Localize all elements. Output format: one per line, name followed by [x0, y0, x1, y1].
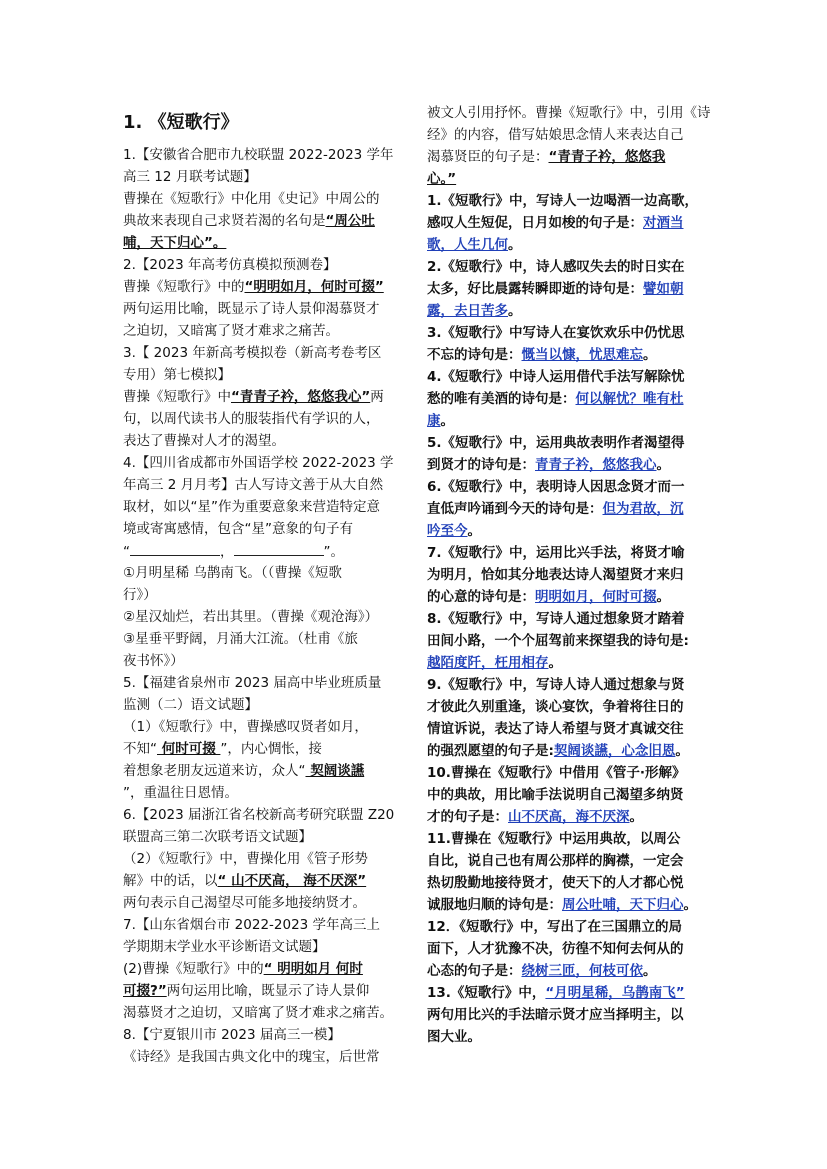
answer-text: 契阔谈讌 — [305, 763, 365, 779]
answer-text: 吟至今 — [427, 523, 468, 539]
text-line — [123, 695, 258, 716]
line-text: 3.【 2023 年新高考模拟卷（新高考卷考区 — [123, 345, 382, 361]
line-text: 《诗经》是我国古典文化中的瑰宝，后世常 — [123, 1049, 380, 1065]
text-line — [123, 893, 366, 914]
text-line — [427, 257, 685, 278]
line-text: 2.【2023 年高考仿真模拟预测卷】 — [123, 257, 337, 273]
answer-text: “青青子衿，悠悠我心” — [231, 389, 371, 405]
line-text: 8.《短歌行》中，写诗人通过想象贤才踏着 — [427, 611, 685, 627]
text-line — [123, 211, 375, 232]
text-line — [427, 1005, 684, 1026]
line-text: 的强烈愿望的句子是: — [427, 743, 554, 759]
line-text: 的心意的诗句是： — [427, 589, 535, 605]
line-text: 取材，如以“星”作为重要意象来营造特定意 — [123, 499, 380, 515]
text-line — [427, 829, 680, 850]
line-text: 感叹人生短促，日月如梭的句子是： — [427, 215, 643, 231]
text-line — [427, 785, 684, 806]
line-text: 曹操《短歌行》中 — [123, 389, 231, 405]
line-text: 诚服地归顺的诗句是： — [427, 897, 562, 913]
line-text: 13.《短歌行》中， — [427, 985, 546, 1001]
text-line — [427, 609, 685, 630]
answer-text: 慨当以慷，忧思难忘 — [521, 347, 643, 363]
line-text: 图大业。 — [427, 1029, 481, 1045]
text-line — [427, 301, 522, 322]
line-text: 曹操《短歌行》中的 — [123, 279, 245, 295]
text-line — [123, 1025, 341, 1046]
text-line — [123, 981, 369, 1002]
line-text: 表达了曹操对人才的渴望。 — [123, 433, 285, 449]
text-line — [123, 651, 184, 672]
line-text: 面下，人才犹豫不决，彷徨不知何去何从的 — [427, 941, 684, 957]
answer-text: 明明如月，何时可掇 — [535, 589, 657, 605]
answer-text: “青青子衿，悠悠我 — [548, 149, 666, 165]
text-line — [427, 125, 684, 146]
line-text: 。 — [643, 347, 657, 363]
text-line — [427, 587, 670, 608]
text-line — [123, 233, 226, 254]
line-text: 直低声吟诵到今天的诗句是： — [427, 501, 603, 517]
line-text: 热切殷勤地接待贤才，使天下的人才都心悦 — [427, 875, 684, 891]
text-line — [427, 983, 685, 1004]
text-line — [123, 915, 380, 936]
text-line — [427, 323, 685, 344]
text-line — [123, 475, 383, 496]
answer-text: 可掇?” — [123, 983, 167, 999]
line-text: (2)曹操《短歌行》中的 — [123, 961, 264, 977]
text-line — [123, 541, 344, 562]
line-text: 心态的句子是： — [427, 963, 522, 979]
line-text: 。 — [643, 963, 657, 979]
text-line — [427, 697, 684, 718]
line-text: 10.曹操在《短歌行》中借用《管子·形解》 — [427, 765, 686, 781]
text-line — [427, 741, 689, 762]
text-line — [123, 497, 380, 518]
line-text: 着想象老朋友远道来访，众人“ — [123, 763, 306, 779]
line-text: 5.【福建省泉州市 2023 届高中毕业班质量 — [123, 675, 382, 691]
answer-text: 绕树三匝，何枝可依 — [521, 963, 643, 979]
line-text: 监测（二）语文试题】 — [123, 697, 258, 713]
text-line — [427, 653, 562, 674]
answer-text: “明明如月，何时可掇” — [244, 279, 384, 295]
text-line — [123, 299, 380, 320]
text-line — [427, 455, 670, 476]
answer-text: 歌，人生几何 — [427, 237, 508, 253]
line-text: 中的典故，用比喻手法说明自己渴望多纳贤 — [427, 787, 684, 803]
text-line — [427, 367, 685, 388]
answer-text: 青青子衿，悠悠我心 — [535, 457, 657, 473]
text-line — [123, 321, 339, 342]
line-text: 两 — [370, 389, 384, 405]
text-line — [427, 565, 684, 586]
text-line — [123, 189, 380, 210]
text-line — [123, 343, 381, 364]
line-text: 联盟高三第二次联考语文试题】 — [123, 829, 312, 845]
line-text: 为明月，恰如其分地表达诗人渴望贤才来归 — [427, 567, 684, 583]
answer-text: 越陌度阡，枉用相存 — [427, 655, 549, 671]
line-text: 被文人引用抒怀。曹操《短歌行》中，引用《诗 — [427, 105, 711, 121]
text-line — [427, 477, 685, 498]
text-line — [427, 873, 684, 894]
text-line — [427, 543, 685, 564]
line-text: 自比，说自己也有周公那样的胸襟，一定会 — [427, 853, 684, 869]
text-line — [123, 761, 364, 782]
line-text: ②星汉灿烂，若出其里。（曹操《观沧海》） — [123, 609, 379, 625]
answer-text: 但为君故，沉 — [602, 501, 684, 517]
text-line — [427, 235, 522, 256]
line-text: 6.《短歌行》中，表明诗人因思念贤才而一 — [427, 479, 685, 495]
answer-text: 何时可掇 — [157, 741, 221, 757]
text-line — [123, 959, 363, 980]
text-line — [427, 807, 643, 828]
text-line — [123, 827, 312, 848]
line-text: 渴慕贤才之迫切，又暗寓了贤才难求之痛苦。 — [123, 1005, 393, 1021]
text-line — [427, 345, 657, 366]
text-line — [427, 389, 684, 410]
text-line — [123, 387, 384, 408]
text-line — [427, 961, 657, 982]
line-text: 两句运用比喻，既显示了诗人景仰渴慕贤才 — [123, 301, 380, 317]
line-text: 两句用比兴的手法暗示贤才应当择明主，以 — [427, 1007, 684, 1023]
line-text: 。 — [629, 809, 643, 825]
line-text: 渴慕贤臣的句子是： — [427, 149, 549, 165]
line-text: 。 — [508, 303, 522, 319]
line-text: 夜书怀》） — [123, 653, 184, 669]
text-line — [427, 763, 686, 784]
text-line — [123, 937, 326, 958]
text-line — [123, 431, 285, 452]
text-line — [123, 365, 231, 386]
line-text: 。 — [656, 589, 670, 605]
text-line — [123, 585, 157, 606]
section-heading: 1. 《短歌行》 — [123, 112, 239, 133]
line-text: 9.《短歌行》中，写诗人诗人通过想象与贤 — [427, 677, 685, 693]
text-line — [427, 719, 684, 740]
line-text: 专用）第七模拟】 — [123, 367, 231, 383]
line-text: 。 — [440, 413, 454, 429]
text-line — [427, 895, 697, 916]
line-text: 。 — [675, 743, 689, 759]
line-text: 5.《短歌行》中，运用典故表明作者渴望得 — [427, 435, 685, 451]
text-line — [123, 629, 358, 650]
answer-text: “周公吐 — [325, 213, 375, 229]
text-line — [123, 849, 368, 870]
line-text: 才彼此久别重逢，谈心宴饮，争着将往日的 — [427, 699, 684, 715]
line-text: 到贤才的诗句是： — [427, 457, 535, 473]
line-text: （1）《短歌行》中，曹操感叹贤者如月， — [123, 719, 368, 735]
line-text: ， — [220, 544, 234, 560]
line-text: 7.《短歌行》中，运用比兴手法，将贤才喻 — [427, 545, 685, 561]
line-text: 太多，好比晨露转瞬即逝的诗句是： — [427, 281, 643, 297]
text-line — [427, 147, 665, 168]
text-line — [427, 213, 684, 234]
text-line — [427, 411, 454, 432]
line-text: 2.《短歌行》中，诗人感叹失去的时日实在 — [427, 259, 685, 275]
line-text: 。 — [548, 655, 562, 671]
line-text: 。 — [683, 897, 697, 913]
line-text: 11.曹操在《短歌行》中运用典故，以周公 — [427, 831, 681, 847]
line-text: 田间小路，一个个屈驾前来探望我的诗句是: — [427, 633, 689, 649]
line-text: 。 — [656, 457, 670, 473]
answer-text: 露，去日苦多 — [427, 303, 508, 319]
line-text: 经》的内容，借写姑娘思念情人来表达自己 — [427, 127, 684, 143]
line-text: 两句表示自己渴望尽可能多地接纳贤才。 — [123, 895, 366, 911]
text-line — [123, 739, 322, 760]
line-text: “ — [123, 544, 130, 560]
line-text: ”。 — [323, 544, 344, 560]
line-text: 。 — [508, 237, 522, 253]
line-text: （2）《短歌行》中，曹操化用《管子形势 — [123, 851, 368, 867]
text-line — [123, 519, 353, 540]
answer-text: 譬如朝 — [643, 281, 684, 297]
text-line — [427, 631, 689, 652]
line-text: 高三 12 月联考试题】 — [123, 169, 257, 185]
answer-text: “ 明明如月 何时 — [263, 961, 363, 977]
line-text: 不知“ — [123, 741, 157, 757]
answer-text: 契阔谈讌，心念旧恩 — [553, 743, 676, 759]
text-line — [427, 191, 698, 212]
line-text: 12．《短歌行》中，写出了在三国鼎立的局 — [427, 919, 683, 935]
line-text: 1.《短歌行》中，写诗人一边喝酒一边高歌， — [427, 193, 699, 209]
line-text: 1.【安徽省合肥市九校联盟 2022-2023 学年 — [123, 147, 394, 163]
text-line — [123, 805, 394, 826]
line-text: 解》中的话，以 — [123, 873, 218, 889]
line-text: 境或寄寓感情，包含“星”意象的句子有 — [123, 521, 353, 537]
text-line — [123, 255, 337, 276]
answer-text: 何以解忧？唯有杜 — [575, 391, 684, 407]
line-text: 之迫切，又暗寓了贤才难求之痛苦。 — [123, 323, 339, 339]
line-text: 才的句子是： — [427, 809, 508, 825]
line-text: 不忘的诗句是： — [427, 347, 522, 363]
line-text: 愁的唯有美酒的诗句是： — [427, 391, 576, 407]
text-line — [123, 277, 384, 298]
line-text: 3.《短歌行》中写诗人在宴饮欢乐中仍忧思 — [427, 325, 685, 341]
line-text: ”，内心惆怅，接 — [220, 741, 322, 757]
text-line — [123, 409, 380, 430]
text-line — [427, 917, 682, 938]
text-line — [123, 1047, 380, 1068]
text-line — [427, 279, 684, 300]
line-text: 4.《短歌行》中诗人运用借代手法写解除忧 — [427, 369, 685, 385]
text-line — [427, 675, 685, 696]
line-text: 年高三 2 月月考】古人写诗文善于从大自然 — [123, 477, 384, 493]
text-line — [123, 563, 342, 584]
answer-text: 康 — [427, 413, 441, 429]
answer-text: 对酒当 — [643, 215, 684, 231]
text-line — [123, 453, 394, 474]
text-line — [123, 871, 366, 892]
answer-text: “月明星稀，乌鹊南飞” — [545, 985, 685, 1001]
text-line — [123, 673, 381, 694]
line-text: 情谊诉说，表达了诗人希望与贤才真诚交往 — [427, 721, 684, 737]
text-line — [427, 939, 684, 960]
line-text: 。 — [467, 523, 481, 539]
answer-blank — [234, 541, 324, 556]
line-text: ③星垂平野阔，月涌大江流。（杜甫《旅 — [123, 631, 358, 647]
line-text: 4.【四川省成都市外国语学校 2022-2023 学 — [123, 455, 394, 471]
text-line — [427, 433, 685, 454]
line-text: 行》） — [123, 587, 157, 603]
text-line — [123, 783, 238, 804]
text-line — [123, 607, 378, 628]
text-line — [427, 499, 684, 520]
text-line — [427, 521, 481, 542]
line-text: ①月明星稀 乌鹊南飞。（（曹操《短歌 — [123, 565, 342, 581]
line-text: 6.【2023 届浙江省名校新高考研究联盟 Z20 — [123, 807, 395, 823]
answer-text: “ 山不厌高， 海不厌深” — [217, 873, 367, 889]
text-line — [123, 1003, 393, 1024]
line-text: 学期期末学业水平诊断语文试题】 — [123, 939, 326, 955]
answer-text: 心。” — [427, 171, 457, 187]
answer-text: 山不厌高，海不厌深 — [508, 809, 630, 825]
text-line — [123, 167, 257, 188]
text-line — [427, 1027, 481, 1048]
text-line — [123, 145, 394, 166]
answer-text: 周公吐哺，天下归心 — [562, 897, 684, 913]
answer-blank — [130, 541, 220, 556]
text-line — [427, 103, 711, 124]
line-text: 典故来表现自己求贤若渴的名句是 — [123, 213, 326, 229]
text-line — [427, 851, 684, 872]
line-text: 7.【山东省烟台市 2022-2023 学年高三上 — [123, 917, 381, 933]
text-line — [427, 169, 456, 190]
answer-text: 哺，天下归心”。 — [123, 235, 227, 251]
line-text: 句，以周代读书人的服装指代有学识的人， — [123, 411, 380, 427]
line-text: 两句运用比喻，既显示了诗人景仰 — [166, 983, 370, 999]
line-text: 8.【宁夏银川市 2023 届高三一模】 — [123, 1027, 341, 1043]
line-text: 曹操在《短歌行》中化用《史记》中周公的 — [123, 191, 380, 207]
line-text: ”，重温往日恩情。 — [123, 785, 238, 801]
text-line — [123, 717, 368, 738]
